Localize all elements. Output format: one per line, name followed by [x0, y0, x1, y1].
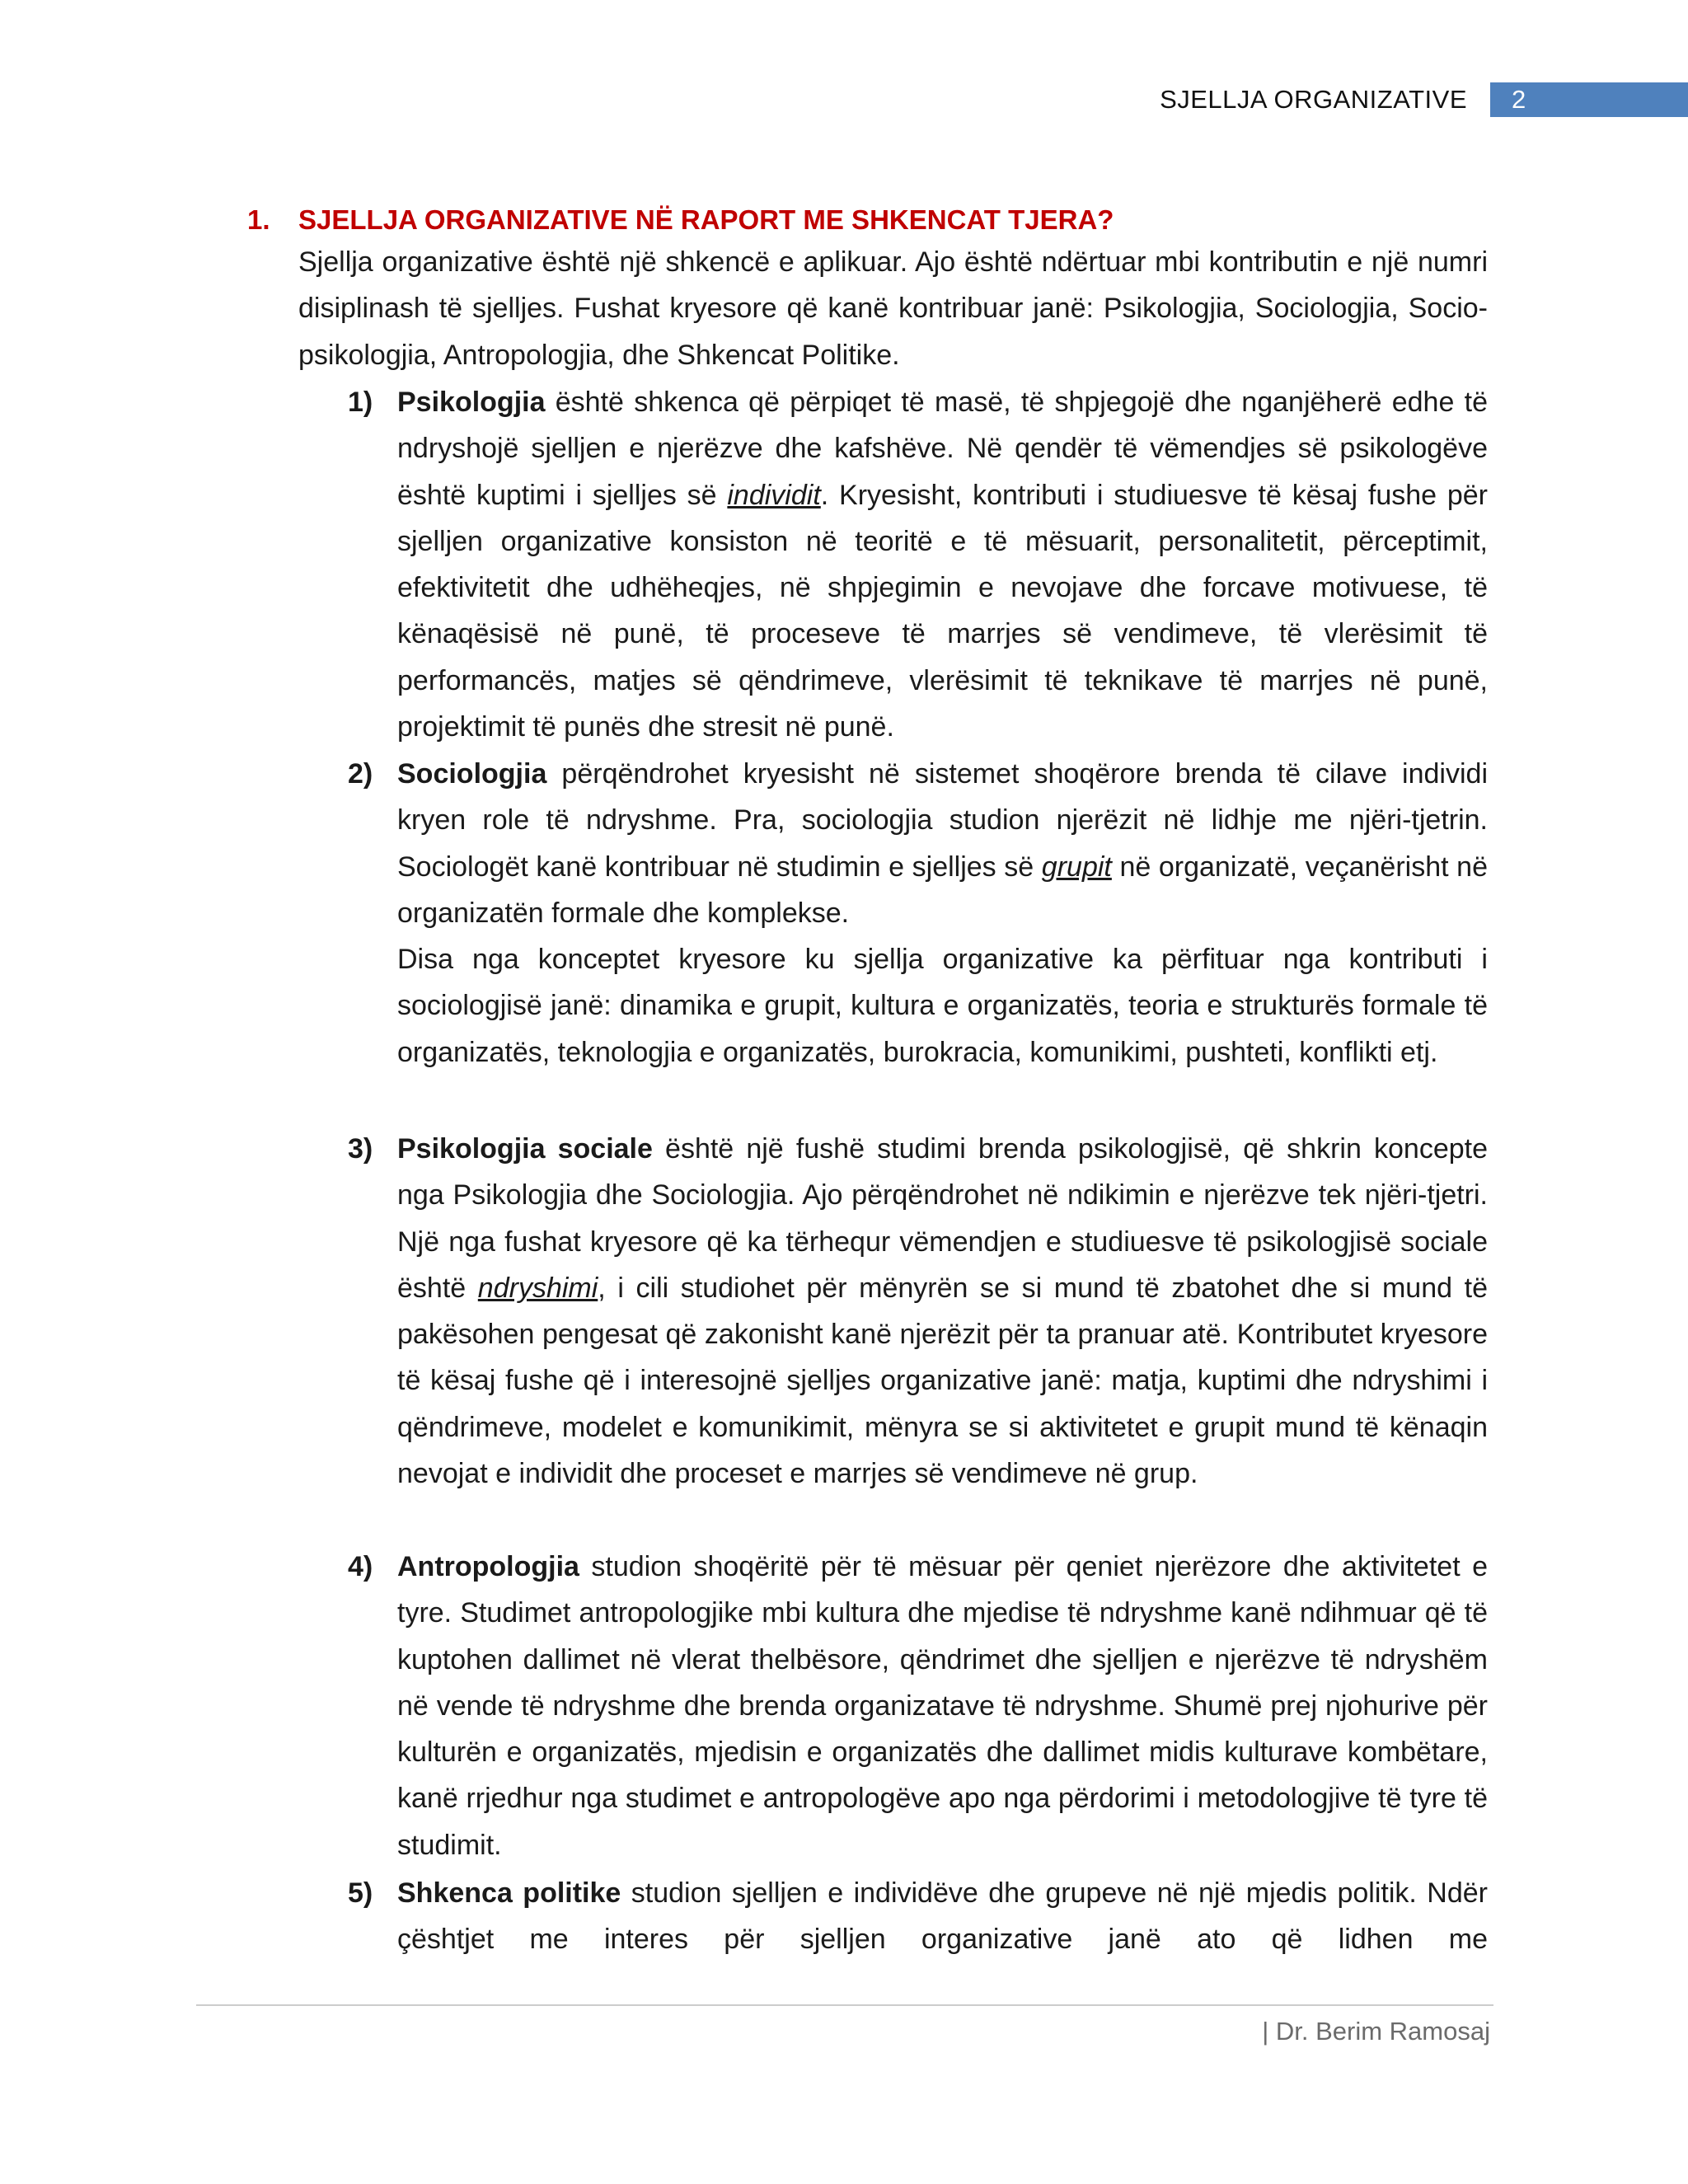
text-segment: në organizatë, veçanërisht në organizatën formale dhe komplekse.: [397, 851, 1488, 929]
text-segment: është një fushë studimi brenda psikologjisë, që shkrin koncepte nga Psikologjia dhe Sociologjia. Ajo përqëndrohet në ndikimin e njerëzve tek njëri-tjetri. Një nga fushat kryesore që ka tërhequr vëmendjen e studiuesve të psikologjisë sociale është: [397, 1133, 1488, 1304]
list-item-text: [397, 1870, 1488, 1963]
section-title: SJELLJA ORGANIZATIVE NË RAPORT ME SHKENCAT TJERA?: [298, 204, 1114, 235]
footer-author: | Dr. Berim Ramosaj: [1262, 2017, 1490, 2046]
term: Psikologjia sociale: [397, 1133, 653, 1165]
term: Antropologjia: [397, 1551, 579, 1582]
list-item-text: [397, 1126, 1488, 1497]
text-segment: , i cili studiohet për mënyrën se si mund të zbatohet dhe si mund të pakësohen pengesat që zakonisht kanë njerëzit për ta pranuar atë. Kontributet kryesore të kësaj fushe që i interesojnë sjelljes organizative janë: matja, kuptimi dhe ndryshimi i qëndrimeve, modelet e komunikimit, mënyra se si aktivitetet e grupit mund të kënaqin nevojat e individit dhe proceset e marrjes së vendimeve në grup.: [397, 1272, 1488, 1490]
text-segment: . Kryesisht, kontributi i studiuesve të kësaj fushe për sjelljen organizative konsiston në teoritë e të mësuarit, personalitetit, përceptimit, efektivitetit dhe udhëheqjes, në shpjegimin e nevojave dhe forcave motivuese, të kënaqësisë në punë, të proceseve të marrjes së vendimeve, të vlerësimit të performancës, matjes së qëndrimeve, vlerësimit të teknikave të marrjes në punë, projektimit të punës dhe stresit në punë.: [397, 479, 1488, 743]
list-marker: 5): [348, 1877, 373, 1909]
list-marker: 3): [348, 1133, 373, 1165]
list-item-extra-paragraph: Disa nga konceptet kryesore ku sjellja organizative ka përfituar nga kontributi i sociologjisë janë: dinamika e grupit, kultura e organizatës, teoria e strukturës formale të organizatës, teknologjia e organizatës, burokracia, komunikimi, pushteti, konflikti etj.: [397, 944, 1488, 1068]
text-segment: studion shoqëritë për të mësuar për qeniet njerëzore dhe aktivitetet e tyre. Studimet antropologjike mbi kultura dhe mjedise të ndryshme kanë ndihmuar që të kuptohen dallimet në vlerat thelbësore, qëndrimet dhe sjelljen e njerëzve të ndryshëm në vende të ndryshme dhe brenda organizatave të ndryshme. Shumë prej njohurive për kulturën e organizatës, mjedisin e organizatës dhe dallimet midis kulturave kombëtare, kanë rrjedhur nga studimet e antropologëve apo nga përdorimi i metodologjive të tyre të studimit.: [397, 1551, 1488, 1861]
text-segment: studion sjelljen e individëve dhe grupeve në një mjedis politik. Ndër çështjet me interes për sjelljen organizative janë ato që lidhen me: [397, 1877, 1488, 1956]
list-marker: 2): [348, 758, 373, 790]
list-item: [298, 1126, 1488, 1497]
page-number: 2: [1490, 82, 1688, 117]
emphasis-term: ndryshimi: [477, 1272, 598, 1304]
emphasis-term: grupit: [1041, 851, 1112, 883]
section-number: 1.: [247, 204, 270, 235]
list-item: [298, 379, 1488, 750]
term: Shkenca politike: [397, 1877, 621, 1909]
emphasis-term: individit: [727, 479, 821, 511]
list-item: [298, 1870, 1488, 1963]
intro-paragraph: Sjellja organizative është një shkencë e aplikuar. Ajo është ndërtuar mbi kontributin e një numri disiplinash të sjelljes. Fushat kryesore që kanë kontribuar janë: Psikologjia, Sociologjia, Socio-psikologjia, Antropologjia, dhe Shkencat Politike.: [298, 246, 1488, 371]
running-header-title: SJELLJA ORGANIZATIVE: [1160, 85, 1467, 114]
list-marker: 1): [348, 387, 373, 418]
list-marker: 4): [348, 1551, 373, 1582]
list-item: [298, 751, 1488, 1076]
list-item-text: [397, 1544, 1488, 1868]
term: Sociologjia: [397, 758, 547, 790]
list-item: [298, 1544, 1488, 1868]
list-item-text: [397, 751, 1488, 936]
list-item-text: [397, 379, 1488, 750]
text-segment: është shkenca që përpiqet të masë, të shpjegojë dhe nganjëherë edhe të ndryshojë sjelljen e njerëzve dhe kafshëve. Në qendër të vëmendjes së psikologëve është kuptimi i sjelljes së: [397, 387, 1488, 511]
text-segment: përqëndrohet kryesisht në sistemet shoqërore brenda të cilave individi kryen role të ndryshme. Pra, sociologjia studion njerëzit në lidhje me njëri-tjetrin. Sociologët kanë kontribuar në studimin e sjelljes së: [397, 758, 1488, 883]
section-heading: [247, 200, 1484, 240]
footer-divider: [196, 2004, 1493, 2006]
term: Psikologjia: [397, 387, 546, 418]
